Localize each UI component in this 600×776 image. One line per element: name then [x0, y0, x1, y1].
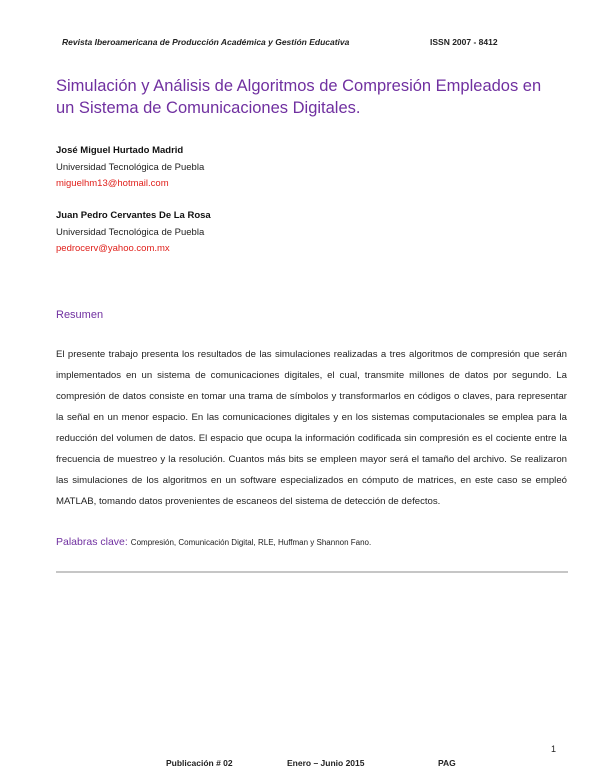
page-number: 1: [551, 744, 557, 754]
footer-pag: PAG: [438, 758, 456, 768]
keywords: [56, 536, 567, 548]
footer-publication: Publicación # 02: [166, 758, 233, 768]
author-block: [56, 208, 211, 258]
issn: ISSN 2007 - 8412: [430, 37, 498, 47]
author-institution: Universidad Tecnológica de Puebla: [56, 226, 205, 238]
author-name: José Miguel Hurtado Madrid: [56, 145, 184, 156]
abstract-body: El presente trabajo presenta los resultados de las simulaciones realizadas a tres algoritmos de compresión que serán implementados en un sistema de comunicaciones digitales, el cual, transmite millones de datos por segundo. La compresión de datos consiste en tomar una trama de símbolos y transformarlos en códigos o claves, para representar la señal en un menor espacio. En las comunicaciones digitales y en los sistemas computacionales se emplea para la reducción del volumen de datos. El espacio que ocupa la información codificada sin compresión es el cociente entre la frecuencia de muestreo y la resolución. Cuantos más bits se empleen mayor será el tamaño del archivo. Se realizaron las simulaciones de los algoritmos en un software especializados en cómputo de matrices, en este caso se empleó MATLAB, tomando datos provenientes de escaneos del sistema de detección de defectos.: [56, 349, 567, 507]
author-email[interactable]: pedrocerv@yahoo.com.mx: [56, 243, 170, 254]
paper-title: Simulación y Análisis de Algoritmos de Compresión Empleados en un Sistema de Comunicaciones Digitales.: [56, 77, 542, 117]
author-name: Juan Pedro Cervantes De La Rosa: [56, 210, 211, 221]
divider: [56, 571, 568, 573]
abstract-heading: Resumen: [56, 309, 104, 321]
author-email[interactable]: miguelhm13@hotmail.com: [56, 178, 169, 189]
author-block: [56, 143, 204, 193]
keywords-values: Compresión, Comunicación Digital, RLE, Huffman y Shannon Fano.: [130, 538, 372, 547]
author-institution: Universidad Tecnológica de Puebla: [56, 161, 205, 173]
journal-name: Revista Iberoamericana de Producción Académica y Gestión Educativa: [62, 37, 350, 47]
footer-date: Enero – Junio 2015: [287, 758, 365, 768]
keywords-label: Palabras clave:: [56, 536, 128, 548]
running-header: [62, 37, 532, 47]
